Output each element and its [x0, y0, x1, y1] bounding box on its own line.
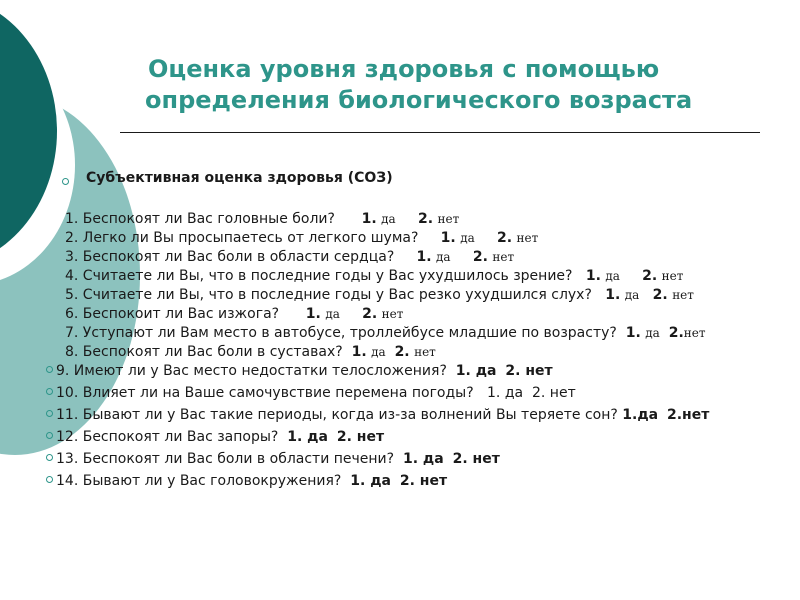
answer-yes: да — [436, 250, 451, 264]
title-line-1: Оценка уровня здоровья с помощью — [148, 55, 660, 83]
question-10 — [46, 384, 576, 402]
question-2 — [65, 229, 538, 247]
answer-yes: 1. да — [287, 429, 328, 445]
answer-yes-num: 1. — [585, 268, 601, 284]
answer-no-num: 2. — [362, 306, 378, 322]
bullet-icon — [46, 388, 53, 395]
answer-no-num: 2. — [394, 344, 410, 360]
answer-no: нет — [437, 212, 460, 226]
question-6 — [65, 305, 403, 323]
title-line-2: определения биологического возраста — [145, 86, 693, 114]
answer-yes-num: 1. — [416, 249, 432, 265]
answer-no: 2. нет — [336, 429, 385, 445]
bullet-icon — [46, 366, 53, 373]
answer-yes-num: 1. — [351, 344, 367, 360]
answer-yes-num: 1. — [605, 287, 621, 303]
question-11 — [46, 406, 709, 424]
answer-no-num: 2. — [497, 230, 513, 246]
question-9 — [46, 362, 553, 380]
question-text: 12. Беспокоят ли Вас запоры? — [56, 429, 279, 445]
answer-no-num: 2. — [472, 249, 488, 265]
answer-no: нет — [492, 250, 515, 264]
answer-no-num: 2. — [668, 325, 684, 341]
section-heading: Субъективная оценка здоровья (СОЗ) — [86, 170, 393, 186]
answer-yes-num: 1. — [440, 230, 456, 246]
question-text: 7. Уступают ли Вам место в автобусе, троллейбусе младшие по возрасту? — [65, 325, 617, 341]
answer-no: нет — [683, 326, 706, 340]
answer-no: нет — [414, 345, 436, 359]
question-text: 9. Имеют ли у Вас место недостатки телосложения? — [56, 363, 447, 379]
answer-yes: 1. да — [403, 451, 444, 467]
answer-yes-num: 1. — [361, 211, 377, 227]
answer-yes: 1. да — [487, 385, 524, 401]
answer-yes: да — [605, 269, 620, 283]
question-text: 5. Считаете ли Вы, что в последние годы у Вас резко ухудшился слух? — [65, 287, 592, 303]
answer-yes: 1.да — [622, 407, 659, 423]
answer-yes: 1. да — [350, 473, 391, 489]
answer-no: 2.нет — [667, 407, 710, 423]
bullet-icon — [46, 432, 53, 439]
answer-yes: 1. да — [455, 363, 497, 379]
question-3 — [65, 248, 514, 266]
question-text: 13. Беспокоят ли Вас боли в области печени? — [56, 451, 395, 467]
question-14 — [46, 472, 447, 490]
answer-yes: да — [371, 345, 386, 359]
answer-no: нет — [381, 307, 404, 321]
answer-no: 2. нет — [452, 451, 500, 467]
question-4 — [65, 267, 683, 285]
answer-no: 2. нет — [399, 473, 448, 489]
answer-no: нет — [661, 269, 684, 283]
question-1 — [65, 210, 459, 228]
answer-yes: да — [325, 307, 340, 321]
title-divider — [120, 132, 760, 133]
answer-yes-num: 1. — [625, 325, 641, 341]
answer-no: 2. нет — [532, 385, 576, 401]
answer-no: 2. нет — [505, 363, 553, 379]
question-text: 3. Беспокоят ли Вас боли в области сердца? — [65, 249, 395, 265]
question-text: 11. Бывают ли у Вас такие периоды, когда из-за волнений Вы теряете сон? — [56, 407, 618, 423]
question-13 — [46, 450, 500, 468]
bullet-icon — [46, 454, 53, 461]
question-text: 8. Беспокоят ли Вас боли в суставах? — [65, 344, 343, 360]
answer-no-num: 2. — [417, 211, 434, 227]
answer-yes: да — [460, 231, 475, 245]
question-text: 2. Легко ли Вы просыпаетесь от легкого шума? — [65, 230, 419, 246]
answer-yes: да — [381, 212, 396, 226]
question-7 — [65, 324, 706, 342]
question-text: 14. Бывают ли у Вас головокружения? — [56, 473, 342, 489]
answer-yes: да — [645, 326, 660, 340]
bullet-icon — [46, 410, 53, 417]
answer-yes: да — [624, 288, 640, 302]
bullet-icon — [62, 178, 69, 185]
slide-title — [145, 54, 788, 116]
question-text: 6. Беспокоит ли Вас изжога? — [65, 306, 280, 322]
question-8 — [65, 343, 436, 361]
question-text: 1. Беспокоят ли Вас головные боли? — [65, 211, 335, 227]
answer-no-num: 2. — [642, 268, 658, 284]
question-text: 10. Влияет ли на Ваше самочувствие перемена погоды? — [56, 385, 474, 401]
bullet-icon — [46, 476, 53, 483]
answer-no: нет — [516, 231, 539, 245]
answer-no-num: 2. — [652, 287, 668, 303]
question-5 — [65, 286, 694, 304]
question-12 — [46, 428, 384, 446]
answer-no: нет — [672, 288, 694, 302]
question-text: 4. Считаете ли Вы, что в последние годы у Вас ухудшилось зрение? — [65, 268, 573, 284]
answer-yes-num: 1. — [305, 306, 321, 322]
